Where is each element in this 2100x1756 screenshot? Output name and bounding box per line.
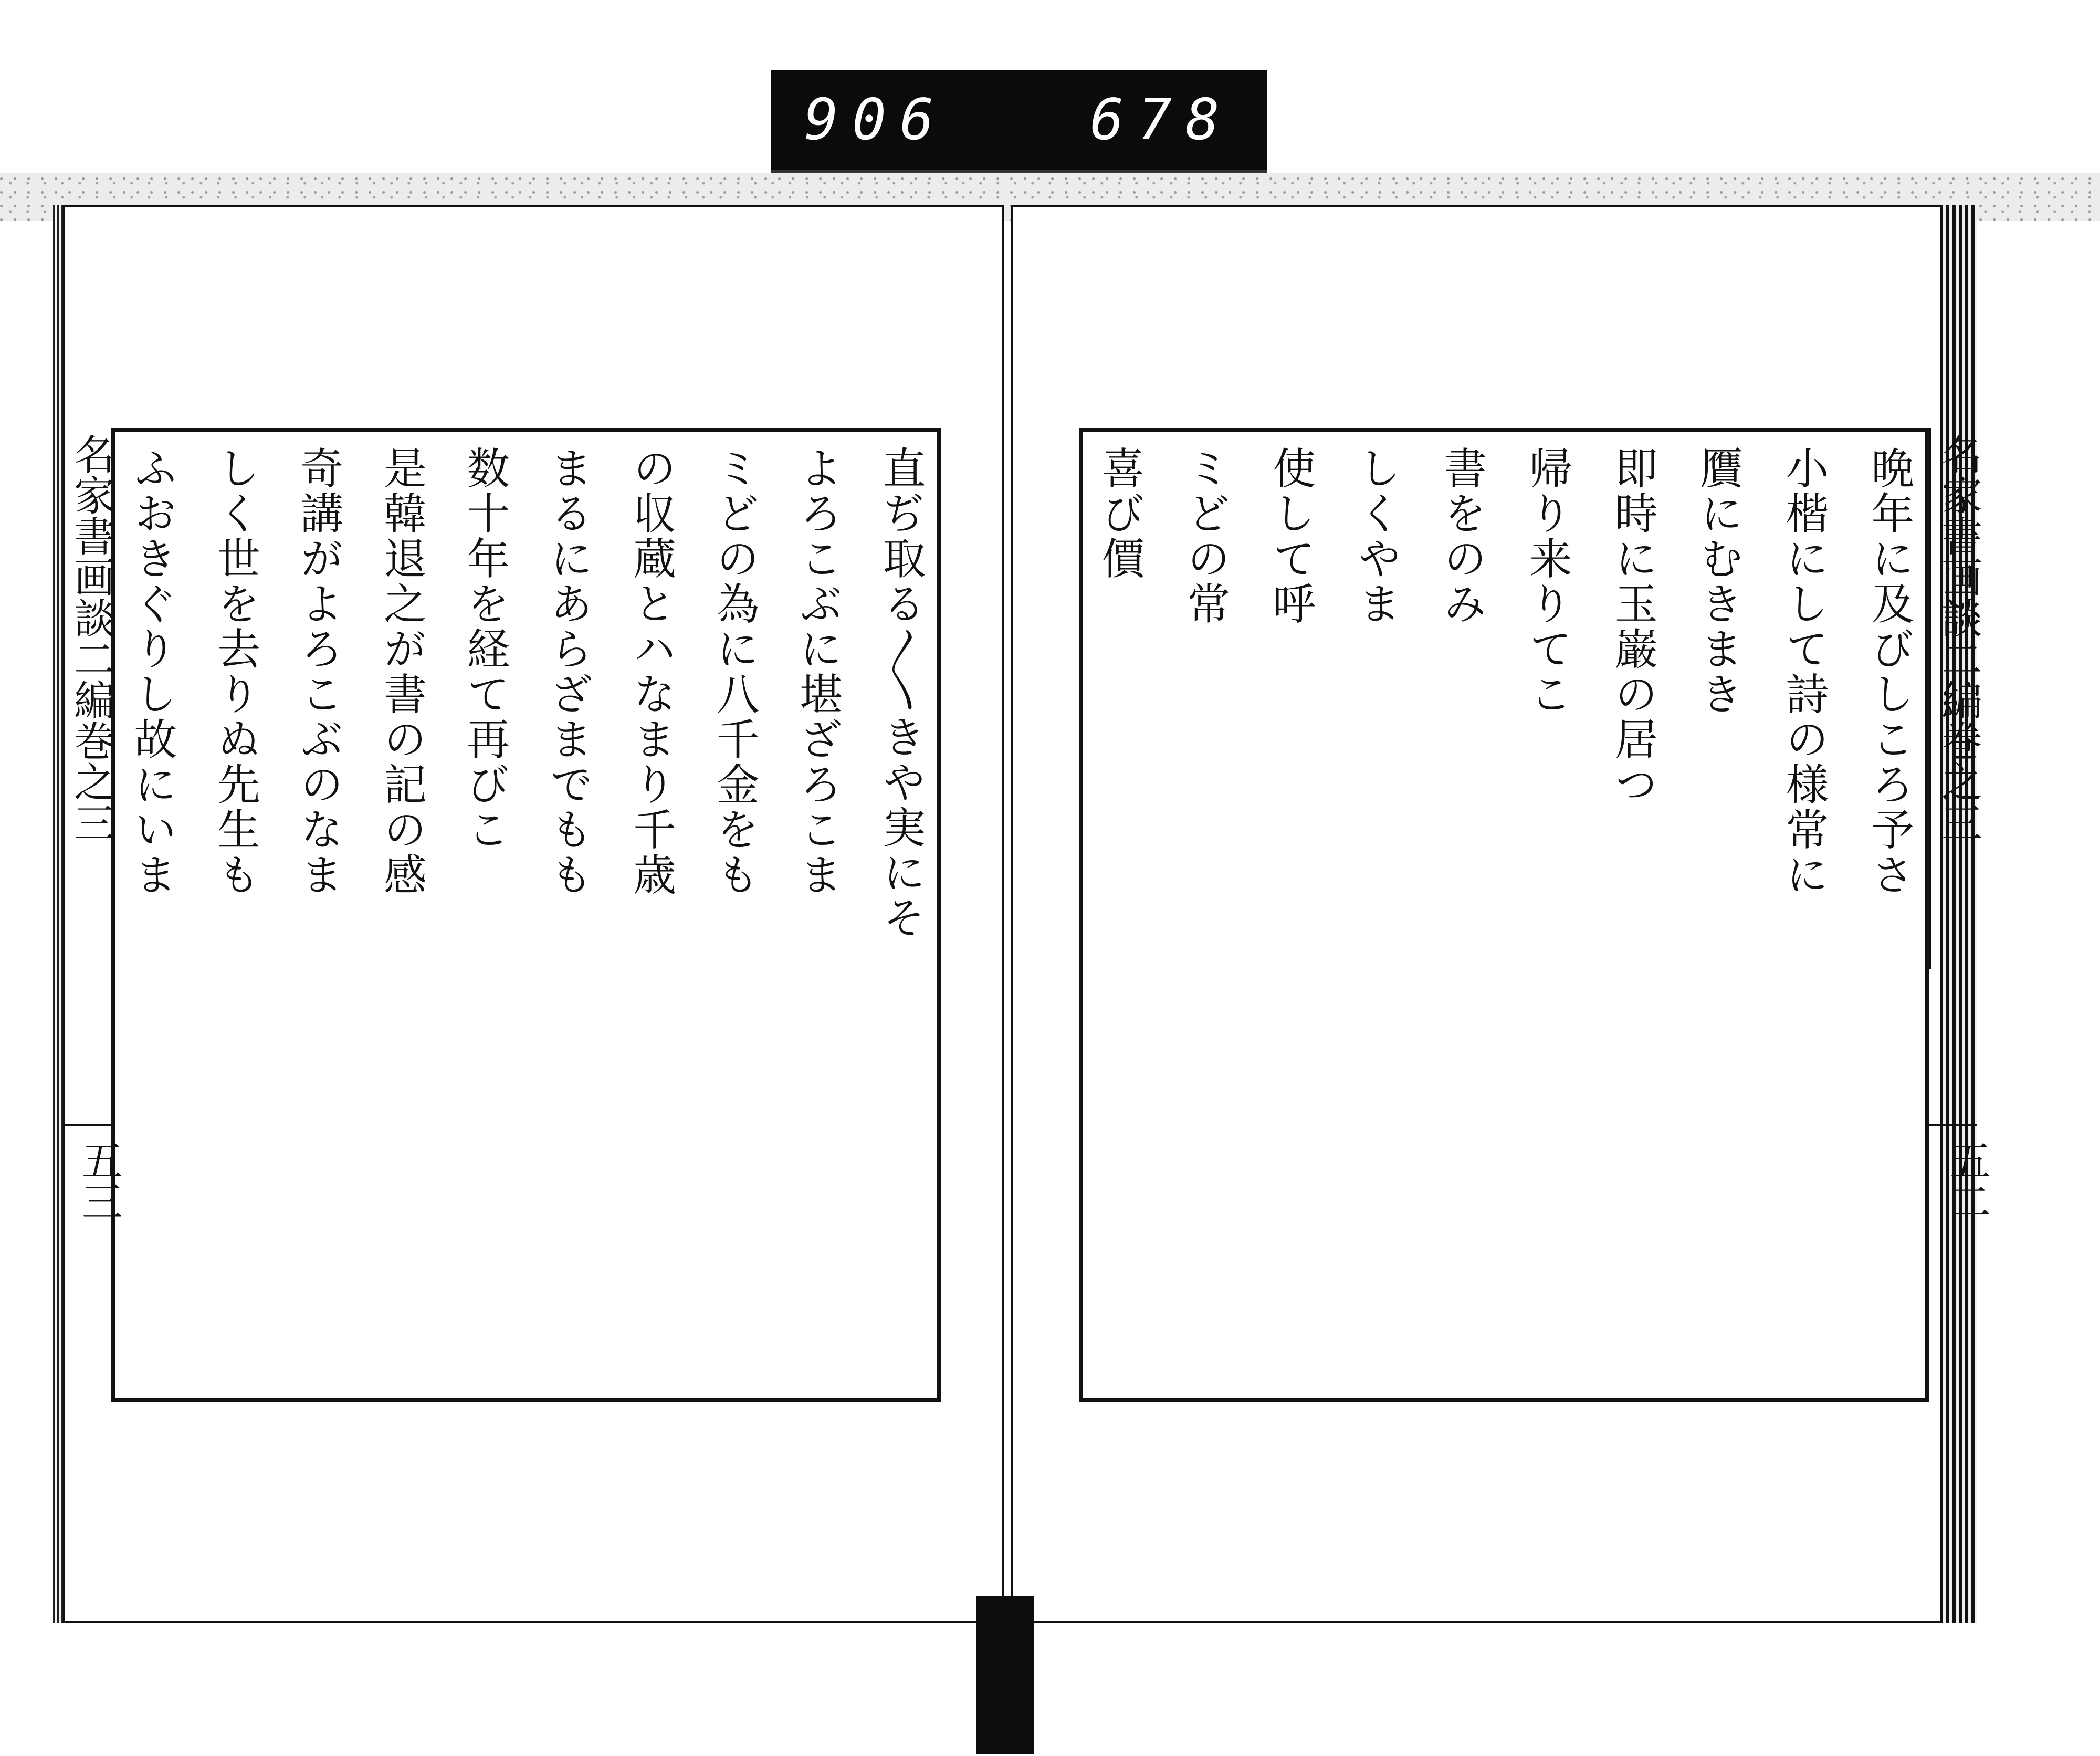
right-column: 即時に玉巌の居つ — [1608, 446, 1658, 807]
right-column: 小楷にして詩の様常に — [1779, 446, 1829, 897]
archive-number-left: 906 — [804, 87, 948, 153]
left-column: 数十年を経て再びこ — [459, 446, 510, 852]
left-text-columns — [116, 432, 937, 1398]
left-text-frame — [111, 428, 941, 1402]
right-column: しくやま — [1351, 446, 1401, 626]
right-column: 使して呼 — [1265, 446, 1316, 626]
right-text-columns — [1083, 432, 1925, 1398]
right-page-number: 五二 — [1943, 1140, 1990, 1221]
left-column: 是韓退之が書の記の感 — [376, 446, 427, 897]
right-column: 晩年に及びしころ予さ — [1864, 446, 1914, 897]
right-column: 喜び價 — [1095, 446, 1144, 581]
left-column: ふおきぐりし故にいま — [127, 446, 177, 897]
right-column: ミどの常 — [1180, 446, 1230, 626]
left-column: よろこぶに堪ざろこま — [792, 446, 843, 897]
archive-number-right: 678 — [1089, 87, 1233, 153]
left-column: まるにあらざまでもも — [543, 446, 593, 897]
left-column: 奇講がよろこぶのなま — [293, 446, 343, 897]
right-running-title: 名家書画談二編巻之三 — [1929, 428, 1979, 969]
left-margin-rule — [63, 1124, 111, 1126]
left-page-number: 五三 — [75, 1140, 122, 1221]
right-margin-rule — [1929, 1124, 1977, 1126]
book-gutter — [976, 1596, 1034, 1754]
left-column: 直ぢ取る〳〵きや実にそ — [875, 446, 926, 940]
left-column: しく世を去りぬ先生も — [210, 446, 260, 897]
right-column: 贋にむきまき — [1693, 446, 1744, 717]
right-text-frame — [1079, 428, 1929, 1402]
left-column: の収蔵とハなまり千歳 — [626, 446, 676, 897]
left-running-title: 名家書画談二編巻之三 — [63, 428, 113, 969]
archive-label — [771, 70, 1267, 173]
right-column: 書をのみ — [1436, 446, 1487, 626]
right-column: 帰り来りてこ — [1522, 446, 1572, 717]
left-column: ミどの為に八千金をも — [709, 446, 760, 897]
